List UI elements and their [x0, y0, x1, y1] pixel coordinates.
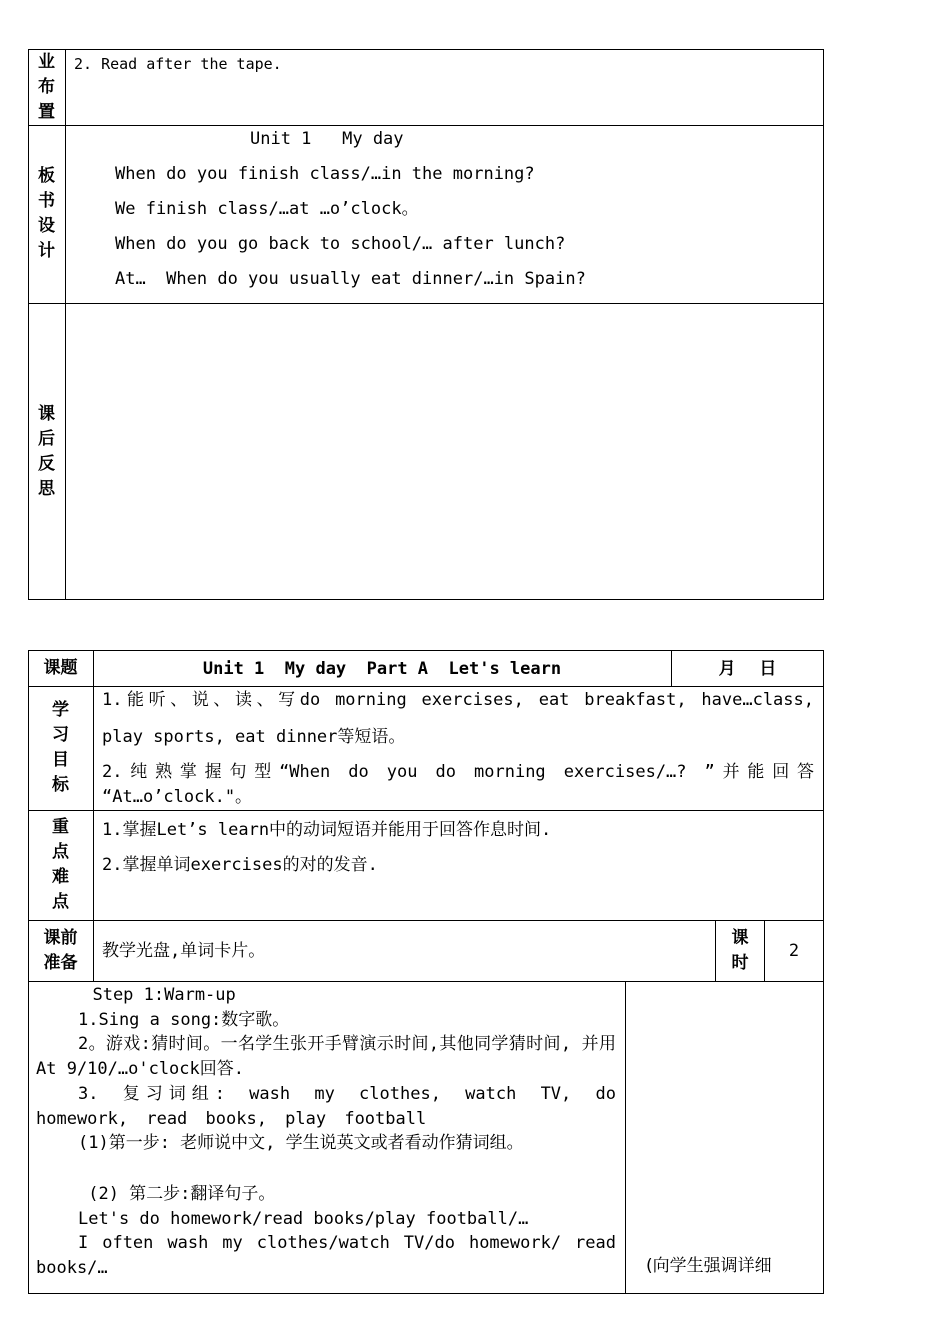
top-table-row-divider	[28, 125, 824, 126]
side-note: (向学生强调详细	[646, 1256, 772, 1276]
prep-value: 教学光盘,单词卡片。	[102, 941, 266, 961]
lesson-table-row-divider	[28, 686, 824, 687]
step-item: 1.Sing a song:数字歌。	[78, 1010, 290, 1030]
goals-line: 1.能听、说、读、写do morning exercises, eat breakfast, have…class,	[102, 690, 814, 710]
prep-label: 课前 准备	[43, 928, 78, 973]
board-line: At… When do you usually eat dinner/…in Spain?	[115, 269, 586, 289]
lesson-table-row-divider	[28, 981, 824, 982]
lesson-table-row-divider	[28, 810, 824, 811]
step-item: (2) 第二步:翻译句子。	[78, 1184, 276, 1204]
homework-label: 业 布 置	[38, 52, 55, 122]
keypoints-line: 2.掌握单词exercises的对的发音.	[102, 855, 378, 875]
goals-line: 2.纯熟掌握句型“When do you do morning exercises/…? ”并能回答	[102, 762, 814, 782]
step-item: (1)第一步: 老师说中文, 学生说英文或者看动作猜词组。	[78, 1133, 524, 1153]
topic-value: Unit 1 My day Part A Let's learn	[202, 659, 562, 679]
step-item: I often wash my clothes/watch TV/do homework/ read books/…	[36, 1233, 616, 1278]
goals-line: play sports, eat dinner等短语。	[102, 727, 406, 747]
goals-label: 学 习 目 标	[52, 700, 69, 795]
step-item: 3. 复习词组: wash my clothes, watch TV, do homework, read books, play football	[36, 1084, 616, 1129]
board-line: We finish class/…at …o’clock。	[115, 199, 419, 219]
step-item: Let's do homework/read books/play football/…	[78, 1209, 529, 1229]
goals-line: “At…o’clock."。	[102, 787, 253, 807]
hours-value: 2	[788, 941, 800, 961]
reflection-label: 课 后 反 思	[38, 404, 55, 499]
homework-text: 2. Read after the tape.	[74, 55, 282, 73]
lesson-table-col-divider	[93, 650, 94, 981]
topic-label: 课题	[43, 658, 78, 678]
step-item: 2。游戏:猜时间。一名学生张开手臂演示时间,其他同学猜时间, 并用At 9/10/…o'clock回答.	[36, 1034, 616, 1079]
hours-label: 课 时	[731, 928, 749, 973]
keypoints-label: 重 点 难 点	[52, 817, 69, 912]
lesson-table-col-divider	[625, 981, 626, 1294]
step-heading: Step 1:Warm-up	[72, 985, 236, 1005]
board-design-label: 板 书 设 计	[38, 166, 55, 261]
lesson-table-row-divider	[28, 920, 824, 921]
keypoints-line: 1.掌握Let’s learn中的动词短语并能用于回答作息时间.	[102, 820, 552, 840]
date-value: 月 日	[718, 659, 777, 679]
board-line: When do you go back to school/… after lunch?	[115, 234, 566, 254]
board-title: Unit 1 My day	[250, 129, 404, 149]
reflection-content	[66, 304, 823, 599]
board-line: When do you finish class/…in the morning?	[115, 164, 535, 184]
